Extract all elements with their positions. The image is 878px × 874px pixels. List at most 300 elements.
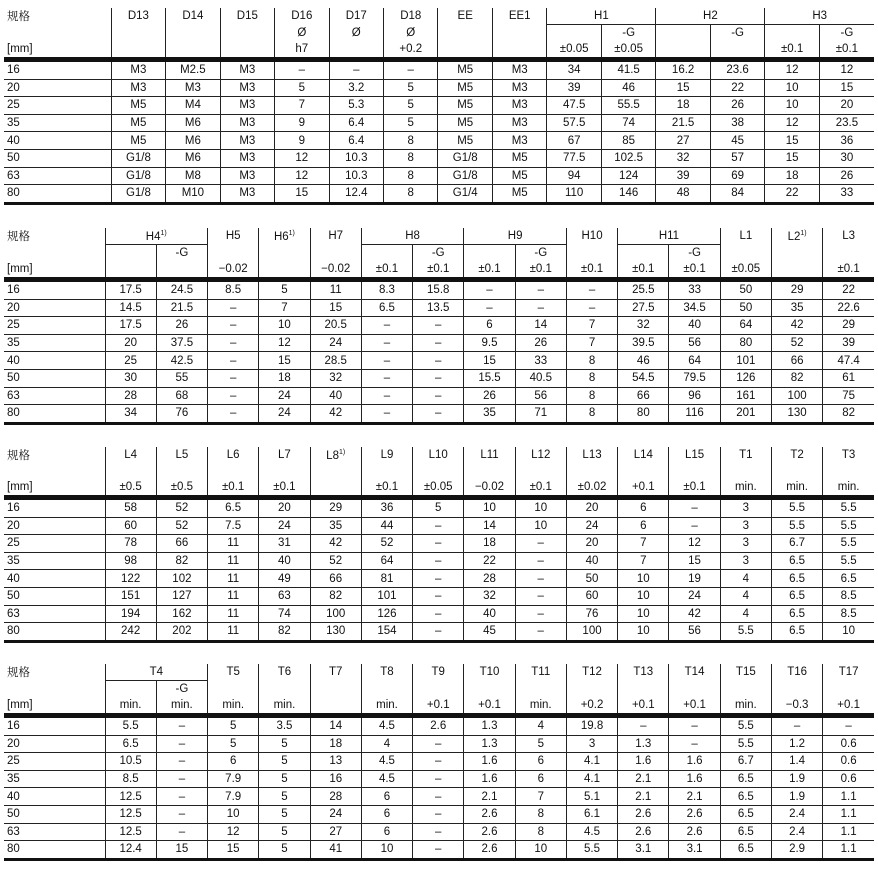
value-cell: – (361, 405, 412, 424)
value-cell: 39 (547, 79, 601, 97)
value-cell: – (669, 735, 720, 753)
tol-T4a: min. (105, 697, 156, 716)
header-T12: T12 (566, 664, 617, 681)
value-cell: 8 (566, 369, 617, 387)
value-cell: 3.1 (618, 841, 669, 860)
value-cell: 162 (156, 605, 207, 623)
tol-T1: min. (720, 479, 771, 498)
value-cell: – (208, 334, 259, 352)
value-cell: – (413, 823, 464, 841)
sub-H2-G: -G (710, 25, 765, 42)
value-cell: 50 (566, 570, 617, 588)
value-cell: 40 (310, 387, 361, 405)
table-row (4, 405, 874, 424)
value-cell: 76 (566, 605, 617, 623)
value-cell: 34.5 (669, 299, 720, 317)
sub-D16: Ø (275, 25, 329, 42)
value-cell: 3 (566, 735, 617, 753)
value-cell: 52 (310, 552, 361, 570)
value-cell: 10.3 (329, 149, 383, 167)
value-cell: 24 (259, 405, 310, 424)
value-cell: 2.6 (464, 823, 515, 841)
value-cell: 6 (361, 805, 412, 823)
value-cell: 10 (765, 79, 819, 97)
value-cell: 6.5 (720, 823, 771, 841)
value-cell: 23.5 (819, 114, 874, 132)
value-cell: 13 (310, 753, 361, 771)
value-cell: – (566, 280, 617, 300)
table-row (4, 623, 874, 642)
value-cell: 8 (384, 185, 438, 204)
value-cell: 12.5 (105, 788, 156, 806)
value-cell: M3 (220, 79, 274, 97)
value-cell: 10 (618, 587, 669, 605)
value-cell: 55.5 (601, 97, 656, 115)
value-cell: 57 (710, 149, 765, 167)
value-cell: M5 (438, 97, 492, 115)
value-cell: 20 (566, 535, 617, 553)
value-cell: 58 (105, 498, 156, 518)
header-T17: T17 (823, 664, 874, 681)
value-cell: 10 (618, 605, 669, 623)
value-cell: 63 (259, 587, 310, 605)
tol-H11a: ±0.1 (618, 261, 669, 280)
value-cell: 5.3 (329, 97, 383, 115)
table-row (4, 805, 874, 823)
tol-T12: +0.2 (566, 697, 617, 716)
value-cell: 11 (208, 552, 259, 570)
value-cell: 1.6 (464, 753, 515, 771)
value-cell: 42 (310, 535, 361, 553)
sub-H3-G: -G (819, 25, 874, 42)
tol-L11: −0.02 (464, 479, 515, 498)
value-cell: 24 (310, 334, 361, 352)
value-cell: 10 (823, 623, 874, 642)
table-row (4, 535, 874, 553)
value-cell: 64 (720, 317, 771, 335)
value-cell: 7 (618, 535, 669, 553)
value-cell: 0.6 (823, 753, 874, 771)
value-cell: M2.5 (166, 60, 220, 80)
value-cell: M3 (220, 114, 274, 132)
value-cell: 36 (819, 132, 874, 150)
size-cell: 63 (4, 605, 105, 623)
value-cell: 35 (771, 299, 822, 317)
value-cell: 84 (710, 185, 765, 204)
value-cell: 12.4 (105, 841, 156, 860)
value-cell: – (413, 369, 464, 387)
tol-L5: ±0.5 (156, 479, 207, 498)
table-row (4, 97, 874, 115)
value-cell: 5.5 (823, 498, 874, 518)
value-cell: 6.5 (771, 623, 822, 642)
value-cell: 15 (464, 352, 515, 370)
value-cell: 126 (361, 605, 412, 623)
value-cell: 20.5 (310, 317, 361, 335)
size-header: 规格 (7, 231, 30, 244)
value-cell: – (464, 299, 515, 317)
value-cell: – (208, 387, 259, 405)
value-cell: 11 (310, 280, 361, 300)
value-cell: 8.5 (823, 605, 874, 623)
value-cell: 5 (384, 97, 438, 115)
tol-H8a: ±0.1 (361, 261, 412, 280)
value-cell: 126 (720, 369, 771, 387)
tol-T11: min. (515, 697, 566, 716)
value-cell: 15 (669, 552, 720, 570)
sub-H8-G: -G (413, 245, 464, 262)
value-cell: 7 (259, 299, 310, 317)
value-cell: – (566, 299, 617, 317)
value-cell: 30 (105, 369, 156, 387)
value-cell: – (515, 299, 566, 317)
header-T5: T5 (208, 664, 259, 681)
value-cell: 4 (361, 735, 412, 753)
value-cell: 49 (259, 570, 310, 588)
value-cell: 82 (771, 369, 822, 387)
value-cell: 69 (710, 167, 765, 185)
value-cell: 10 (515, 841, 566, 860)
value-cell: 5 (259, 770, 310, 788)
header-L9: L9 (361, 447, 412, 463)
tol-L13: ±0.02 (566, 479, 617, 498)
value-cell: M5 (438, 114, 492, 132)
value-cell: 66 (771, 352, 822, 370)
size-cell: 25 (4, 317, 105, 335)
value-cell: 40 (259, 552, 310, 570)
header-T1: T1 (720, 447, 771, 463)
value-cell: 4 (720, 605, 771, 623)
value-cell: M3 (220, 60, 274, 80)
value-cell: 66 (156, 535, 207, 553)
value-cell: – (515, 570, 566, 588)
value-cell: 5 (275, 79, 329, 97)
value-cell: 78 (105, 535, 156, 553)
value-cell: 82 (156, 552, 207, 570)
value-cell: 5 (384, 114, 438, 132)
value-cell: 42 (771, 317, 822, 335)
value-cell: 6.5 (361, 299, 412, 317)
value-cell: 102.5 (601, 149, 656, 167)
value-cell: 151 (105, 587, 156, 605)
value-cell: 201 (720, 405, 771, 424)
value-cell: 7 (566, 317, 617, 335)
value-cell: 4.1 (566, 753, 617, 771)
table-row (4, 352, 874, 370)
sub-T4-G: -G (156, 681, 207, 698)
value-cell: 48 (656, 185, 710, 204)
value-cell: 42 (310, 405, 361, 424)
value-cell: 39 (656, 167, 710, 185)
size-cell: 40 (4, 352, 105, 370)
table-row (4, 334, 874, 352)
table-row (4, 498, 874, 518)
value-cell: 94 (547, 167, 601, 185)
value-cell: 6 (515, 770, 566, 788)
value-cell: 46 (601, 79, 656, 97)
value-cell: – (413, 753, 464, 771)
tol-H10: ±0.1 (566, 261, 617, 280)
header-L13: L13 (566, 447, 617, 463)
table-row (4, 605, 874, 623)
value-cell: 76 (156, 405, 207, 424)
value-cell: M5 (438, 132, 492, 150)
value-cell: 110 (547, 185, 601, 204)
value-cell: 40 (566, 552, 617, 570)
value-cell: 1.6 (464, 770, 515, 788)
value-cell: 61 (823, 369, 874, 387)
tol-H9b: ±0.1 (515, 261, 566, 280)
header-T2: T2 (771, 447, 822, 463)
value-cell: 194 (105, 605, 156, 623)
value-cell: 6.4 (329, 114, 383, 132)
tol-D18: +0.2 (384, 41, 438, 60)
value-cell: 1.3 (464, 716, 515, 736)
size-cell: 63 (4, 167, 111, 185)
header-T4: T4 (105, 664, 208, 681)
value-cell: 6.5 (771, 605, 822, 623)
value-cell: – (361, 334, 412, 352)
value-cell: 5.5 (720, 735, 771, 753)
size-cell: 25 (4, 97, 111, 115)
header-L2: L2$^{1)}$ (771, 228, 822, 245)
value-cell: 47.4 (823, 352, 874, 370)
value-cell: 32 (310, 369, 361, 387)
value-cell: – (208, 369, 259, 387)
dimension-table-1 (4, 8, 874, 205)
value-cell: 35 (464, 405, 515, 424)
value-cell: 1.9 (771, 788, 822, 806)
value-cell: 80 (618, 405, 669, 424)
header-L12: L12 (515, 447, 566, 463)
value-cell: 1.1 (823, 788, 874, 806)
value-cell: 12.5 (105, 823, 156, 841)
header-H6: H6$^{1)}$ (259, 228, 310, 245)
value-cell: 10.3 (329, 167, 383, 185)
value-cell: 27.5 (618, 299, 669, 317)
value-cell: 85 (601, 132, 656, 150)
value-cell: 67 (547, 132, 601, 150)
value-cell: 1.6 (618, 753, 669, 771)
header-H5: H5 (208, 228, 259, 245)
size-cell: 20 (4, 79, 111, 97)
table-row (4, 716, 874, 736)
value-cell: 5.5 (823, 517, 874, 535)
value-cell: 12 (819, 60, 874, 80)
table-row (4, 280, 874, 300)
tol-H1b: ±0.05 (601, 41, 656, 60)
value-cell: – (156, 753, 207, 771)
value-cell: 7 (618, 552, 669, 570)
value-cell: – (413, 587, 464, 605)
value-cell: 24 (310, 805, 361, 823)
tol-H1a: ±0.05 (547, 41, 601, 60)
value-cell: 44 (361, 517, 412, 535)
value-cell: 22.6 (823, 299, 874, 317)
value-cell: 9 (275, 114, 329, 132)
value-cell: 10 (515, 517, 566, 535)
tol-H9a: ±0.1 (464, 261, 515, 280)
value-cell: 5 (259, 753, 310, 771)
value-cell: 38 (710, 114, 765, 132)
value-cell: 26 (819, 167, 874, 185)
value-cell: – (361, 317, 412, 335)
value-cell: 18 (765, 167, 819, 185)
value-cell: 96 (669, 387, 720, 405)
value-cell: 10 (515, 498, 566, 518)
size-cell: 40 (4, 570, 105, 588)
value-cell: 8.5 (208, 280, 259, 300)
value-cell: 54.5 (618, 369, 669, 387)
value-cell: M6 (166, 149, 220, 167)
value-cell: – (208, 352, 259, 370)
value-cell: – (464, 280, 515, 300)
value-cell: 2.4 (771, 805, 822, 823)
value-cell: 8.5 (823, 587, 874, 605)
tol-L6: ±0.1 (208, 479, 259, 498)
table-row (4, 753, 874, 771)
sub-D18: Ø (384, 25, 438, 42)
sub-H1-G: -G (601, 25, 656, 42)
value-cell: 39 (823, 334, 874, 352)
table-row (4, 132, 874, 150)
value-cell: M8 (166, 167, 220, 185)
value-cell: 50 (720, 299, 771, 317)
value-cell: 6.5 (208, 498, 259, 518)
value-cell: – (669, 498, 720, 518)
value-cell: – (823, 716, 874, 736)
value-cell: 22 (823, 280, 874, 300)
value-cell: 5.5 (823, 552, 874, 570)
size-cell: 25 (4, 753, 105, 771)
tol-T2: min. (771, 479, 822, 498)
value-cell: G1/8 (438, 149, 492, 167)
value-cell: 1.6 (669, 753, 720, 771)
value-cell: 18 (656, 97, 710, 115)
value-cell: – (618, 716, 669, 736)
value-cell: 8 (384, 149, 438, 167)
value-cell: 4.5 (361, 716, 412, 736)
value-cell: 3 (720, 535, 771, 553)
tol-T10: +0.1 (464, 697, 515, 716)
value-cell: – (413, 805, 464, 823)
value-cell: 52 (771, 334, 822, 352)
value-cell: 82 (823, 405, 874, 424)
value-cell: 127 (156, 587, 207, 605)
value-cell: 64 (669, 352, 720, 370)
value-cell: 24 (566, 517, 617, 535)
value-cell: 3 (720, 498, 771, 518)
value-cell: 5 (259, 735, 310, 753)
value-cell: 6.5 (720, 841, 771, 860)
value-cell: 19 (669, 570, 720, 588)
value-cell: 6 (208, 753, 259, 771)
value-cell: 3.1 (669, 841, 720, 860)
dimension-table-4 (4, 664, 874, 861)
value-cell: 5.5 (720, 623, 771, 642)
value-cell: 0.6 (823, 770, 874, 788)
value-cell: 1.1 (823, 841, 874, 860)
value-cell: 22 (464, 552, 515, 570)
value-cell: M5 (111, 132, 165, 150)
header-L4: L4 (105, 447, 156, 463)
value-cell: 22 (710, 79, 765, 97)
value-cell: – (156, 823, 207, 841)
value-cell: 6.5 (823, 570, 874, 588)
value-cell: 28 (105, 387, 156, 405)
value-cell: 6.7 (720, 753, 771, 771)
value-cell: 20 (259, 498, 310, 518)
value-cell: 12 (765, 60, 819, 80)
value-cell: – (156, 805, 207, 823)
value-cell: 79.5 (669, 369, 720, 387)
value-cell: 41.5 (601, 60, 656, 80)
header-T10: T10 (464, 664, 515, 681)
size-cell: 80 (4, 185, 111, 204)
size-cell: 50 (4, 149, 111, 167)
tol-T15: min. (720, 697, 771, 716)
value-cell: 80 (720, 334, 771, 352)
value-cell: 42.5 (156, 352, 207, 370)
value-cell: 6.5 (771, 570, 822, 588)
value-cell: 8.5 (105, 770, 156, 788)
value-cell: 2.6 (464, 805, 515, 823)
value-cell: M10 (166, 185, 220, 204)
value-cell: M3 (492, 79, 546, 97)
value-cell: 31 (259, 535, 310, 553)
value-cell: 0.6 (823, 735, 874, 753)
value-cell: 146 (601, 185, 656, 204)
size-cell: 20 (4, 735, 105, 753)
value-cell: 6 (618, 498, 669, 518)
value-cell: 33 (669, 280, 720, 300)
value-cell: – (515, 587, 566, 605)
value-cell: 5.5 (105, 716, 156, 736)
value-cell: 10 (464, 498, 515, 518)
value-cell: M3 (220, 97, 274, 115)
value-cell: 52 (361, 535, 412, 553)
tol-T5: min. (208, 697, 259, 716)
value-cell: 45 (464, 623, 515, 642)
value-cell: 122 (105, 570, 156, 588)
value-cell: 7.9 (208, 788, 259, 806)
value-cell: 14 (464, 517, 515, 535)
size-cell: 16 (4, 498, 105, 518)
value-cell: 60 (105, 517, 156, 535)
value-cell: 4.5 (361, 753, 412, 771)
value-cell: 5.5 (720, 716, 771, 736)
value-cell: 42 (669, 605, 720, 623)
sub-D17: Ø (329, 25, 383, 42)
value-cell: 100 (771, 387, 822, 405)
value-cell: M3 (220, 167, 274, 185)
value-cell: – (413, 334, 464, 352)
value-cell: 7 (566, 334, 617, 352)
value-cell: 4 (515, 716, 566, 736)
value-cell: 9 (275, 132, 329, 150)
table-row (4, 149, 874, 167)
value-cell: 24 (259, 517, 310, 535)
value-cell: 2.1 (618, 770, 669, 788)
value-cell: – (413, 788, 464, 806)
value-cell: 17.5 (105, 317, 156, 335)
unit-label: [mm] (4, 261, 105, 280)
value-cell: – (669, 716, 720, 736)
value-cell: M3 (492, 132, 546, 150)
value-cell: 11 (208, 570, 259, 588)
value-cell: 8 (566, 352, 617, 370)
value-cell: 12.5 (105, 805, 156, 823)
